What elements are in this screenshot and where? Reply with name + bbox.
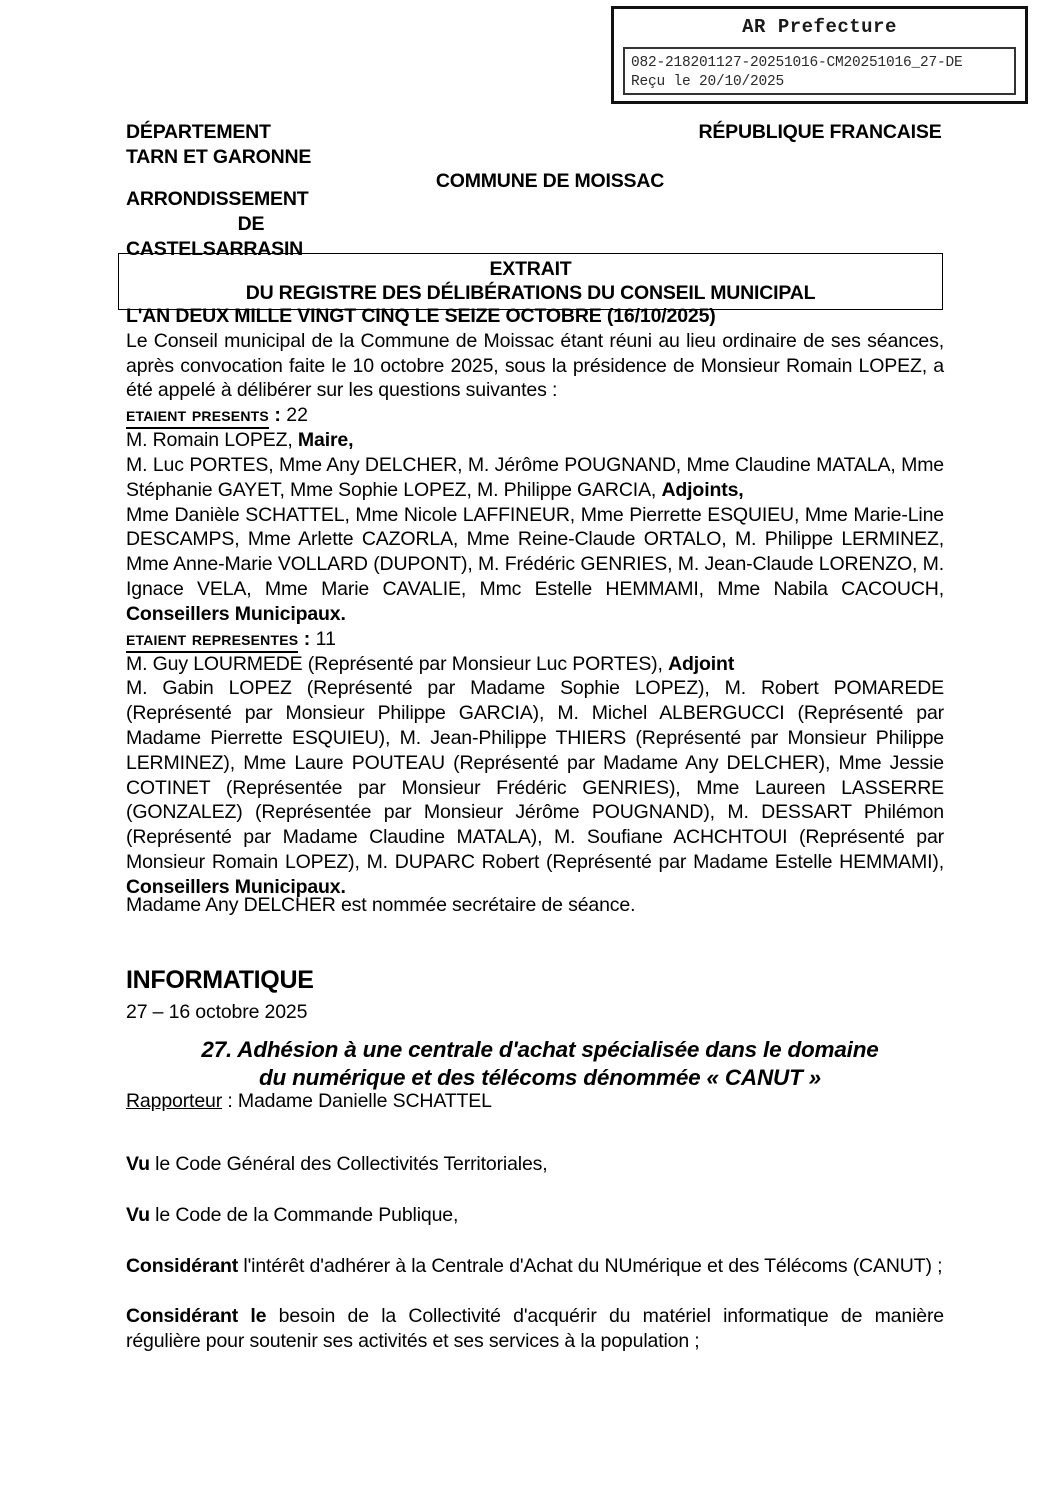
- clause-paragraph: [126, 1304, 944, 1354]
- seance-date-heading: L'AN DEUX MILLE VINGT CINQ LE SEIZE OCTOBRE (16/10/2025): [126, 305, 716, 327]
- clause-text: l'intérêt d'adhérer à la Centrale d'Achat du NUmérique et des Télécoms (CANUT) ;: [238, 1254, 943, 1277]
- clause-paragraph: [126, 1203, 944, 1228]
- presents-maire-name: M. Romain LOPEZ,: [126, 429, 298, 452]
- section-subheading-number-date: 27 – 16 octobre 2025: [126, 1001, 308, 1023]
- secretaire-de-seance-line: Madame Any DELCHER est nommée secrétaire de séance.: [126, 894, 636, 916]
- clause-text: le Code Général des Collectivités Territoriales,: [149, 1153, 548, 1175]
- representes-conseillers-names: M. Gabin LOPEZ (Représenté par Madame Sophie LOPEZ), M. Robert POMAREDE (Représenté par Monsieur Philippe GARCIA), M. Michel ALBERGUCCI (Représenté par Madame Pierrette ESQUIEU), M. Jean-Philippe THIERS (Représenté par Monsieur Philippe LERMINEZ), Mme Laure POUTEAU (Représenté par Madame Any DELCHER), Mme Jessie COTINET (Représentée par Monsieur Frédéric GENRIES), Mme Laureen LASSERRE (GONZALEZ) (Représentée par Monsieur Jérôme POUGNAND), M. DESSART Philémon (Représenté par Madame Claudine MATALA), M. Soufiane ACHCHTOUI (Représenté par Monsieur Romain LOPEZ), M. DUPARC Robert (Représenté par Madame Estelle HEMMAMI),: [126, 677, 944, 873]
- presents-maire-role: Maire,: [297, 429, 354, 452]
- ar-stamp-received-date: Reçu le 20/10/2025: [631, 74, 785, 90]
- arrondissement-line-2: DE: [237, 213, 265, 235]
- representes-conseillers-line: [126, 676, 944, 899]
- arrondissement-line-3: CASTELSARRASIN: [126, 238, 304, 260]
- clauses-list: [126, 1152, 944, 1354]
- clause-lead-word: Considérant: [126, 1254, 239, 1277]
- representes-adjoint-name: M. Guy LOURMEDE (Représenté par Monsieur Luc PORTES),: [126, 652, 669, 675]
- presents-label: etaient presents: [126, 404, 269, 429]
- presents-adjoints-line: [126, 453, 944, 503]
- arrondissement-line-1: ARRONDISSEMENT: [126, 188, 309, 210]
- representes-label: etaient representes: [126, 628, 298, 653]
- representes-conseillers-role: Conseillers Municipaux.: [126, 875, 346, 898]
- presents-conseillers-line: [126, 503, 944, 627]
- seance-body: [126, 304, 944, 900]
- deliberation-title: [140, 1036, 940, 1092]
- presents-adjoints-names: M. Luc PORTES, Mme Any DELCHER, M. Jérôme POUGNAND, Mme Claudine MATALA, Mme Stéphanie GAYET, Mme Sophie LOPEZ, M. Philippe GARCIA,: [126, 453, 944, 501]
- rapporteur-line: [126, 1090, 492, 1113]
- representes-adjoint-role: Adjoint: [668, 652, 735, 675]
- extrait-box: [118, 253, 943, 310]
- departement-line-1: DÉPARTEMENT: [126, 121, 271, 143]
- extrait-line-2: DU REGISTRE DES DÉLIBÉRATIONS DU CONSEIL MUNICIPAL: [245, 282, 816, 304]
- rapporteur-value: : Madame Danielle SCHATTEL: [222, 1090, 492, 1112]
- rapporteur-label: Rapporteur: [126, 1090, 223, 1112]
- representes-adjoint-line: [126, 652, 944, 677]
- clause-text: besoin de la Collectivité d'acquérir du matériel informatique de manière régulière pour soutenir ses activités et ses services à la population ;: [126, 1305, 944, 1353]
- ar-stamp-title: AR Prefecture: [742, 16, 897, 38]
- presents-maire-line: [126, 428, 944, 453]
- deliberation-title-line-2: du numérique et des télécoms dénommée « CANUT »: [259, 1065, 821, 1090]
- presents-separator: :: [268, 404, 287, 427]
- presents-heading: [126, 403, 944, 428]
- clause-paragraph: [126, 1254, 944, 1279]
- presents-count: 22: [286, 404, 308, 427]
- representes-heading: [126, 627, 944, 652]
- representes-separator: :: [298, 627, 316, 650]
- republique-francaise-title: RÉPUBLIQUE FRANCAISE: [698, 121, 942, 143]
- clause-lead-word: Vu: [126, 1203, 150, 1226]
- ar-stamp-reference: 082-218201127-20251016-CM20251016_27-DE: [631, 55, 963, 71]
- section-heading-informatique: INFORMATIQUE: [126, 966, 314, 994]
- departement-line-2: TARN ET GARONNE: [126, 146, 312, 168]
- presents-conseillers-names: Mme Danièle SCHATTEL, Mme Nicole LAFFINEUR, Mme Pierrette ESQUIEU, Mme Marie-Line DESCAMPS, Mme Arlette CAZORLA, Mme Reine-Claude ORTALO, M. Philippe LERMINEZ, Mme Anne-Marie VOLLARD (DUPONT), M. Frédéric GENRIES, M. Jean-Claude LORENZO, M. Ignace VELA, Mme Marie CAVALIE, Mmc Estelle HEMMAMI, Mme Nabila CACOUCH,: [126, 503, 944, 600]
- presents-adjoints-role: Adjoints,: [661, 478, 744, 501]
- clause-lead-word: Vu: [126, 1153, 150, 1175]
- ar-prefecture-stamp: [611, 6, 1028, 104]
- extrait-line-1: EXTRAIT: [489, 258, 572, 280]
- clause-text: le Code de la Commande Publique,: [149, 1203, 459, 1226]
- seance-intro-paragraph: Le Conseil municipal de la Commune de Moissac étant réuni au lieu ordinaire de ses séances, après convocation faite le 10 octobre 2025, sous la présidence de Monsieur Romain LOPEZ, a été appelé à délibérer sur les questions suivantes :: [126, 329, 944, 402]
- commune-title: COMMUNE DE MOISSAC: [435, 170, 665, 192]
- deliberation-title-line-1: 27. Adhésion à une centrale d'achat spécialisée dans le domaine: [201, 1037, 879, 1062]
- representes-count: 11: [315, 627, 336, 650]
- presents-conseillers-role: Conseillers Municipaux.: [126, 602, 346, 625]
- clause-lead-word: Considérant le: [126, 1305, 267, 1328]
- ar-stamp-details: [623, 47, 1016, 95]
- clause-paragraph: [126, 1152, 944, 1177]
